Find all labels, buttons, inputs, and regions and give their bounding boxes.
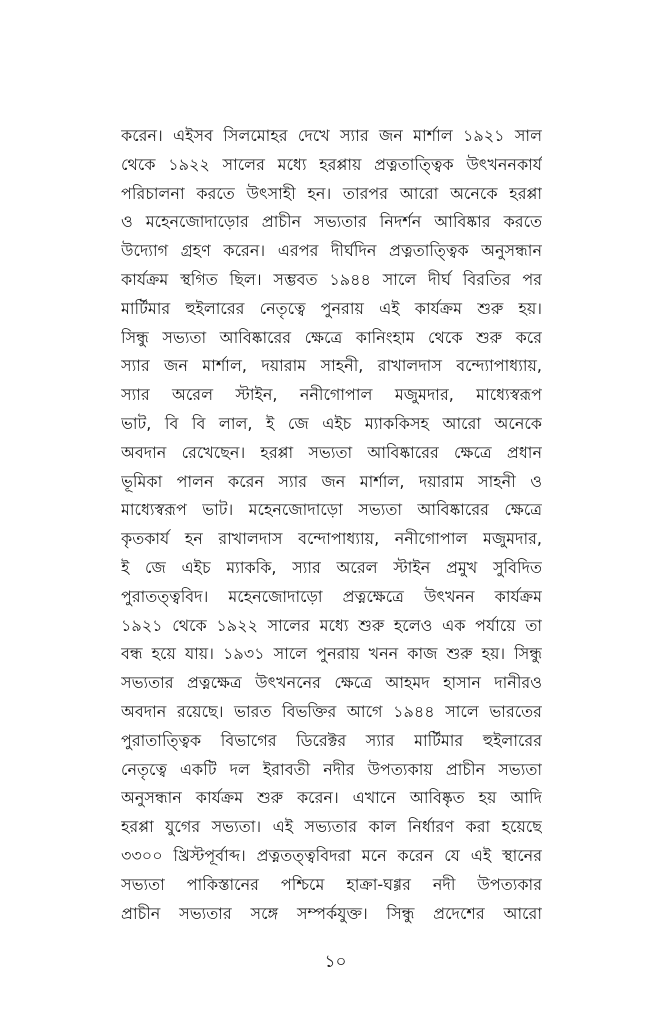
text-line: উদ্যোগ গ্রহণ করেন। এরপর দীর্ঘদিন প্রত্নতাত্ত্বিক অনুসন্ধান — [121, 241, 542, 261]
text-line: ৩৩০০ খ্রিস্টপূর্বাব্দ। প্রত্নতত্ত্ববিদরা মনে করেন যে এই স্থানের — [121, 845, 542, 865]
text-line: নেতৃত্বে একটি দল ইরাবতী নদীর উপত্যকায় প্রাচীন সভ্যতা — [121, 759, 542, 779]
text-line: সিন্ধু সভ্যতা আবিষ্কারের ক্ষেত্রে কানিংহাম থেকে শুরু করে — [121, 327, 542, 347]
text-line: পুরাতাত্ত্বিক বিভাগের ডিরেক্টর স্যার মার্টিমার হুইলারের — [121, 730, 542, 750]
text-line: কার্যক্রম স্থগিত ছিল। সম্ভবত ১৯৪৪ সালে দীর্ঘ বিরতির পর — [121, 269, 542, 289]
text-line: কৃতকার্য হন রাখালদাস বন্দোপাধ্যায়, ননীগোপাল মজুমদার, — [121, 529, 542, 549]
text-line: অবদান রেখেছেন। হরপ্পা সভ্যতা আবিষ্কারের ক্ষেত্রে প্রধান — [121, 442, 542, 462]
text-line: ভূমিকা পালন করেন স্যার জন মার্শাল, দয়ারাম সাহনী ও — [121, 471, 542, 491]
text-line: হরপ্পা যুগের সভ্যতা। এই সভ্যতার কাল নির্ধারণ করা হয়েছে — [121, 817, 542, 837]
text-line: সভ্যতার প্রত্নক্ষেত্র উৎখননের ক্ষেত্রে আহমদ হাসান দানীরও — [121, 673, 542, 693]
text-line: মাধ্যেস্বরূপ ভাট। মহেনজোদাড়ো সভ্যতা আবিষ্কারের ক্ষেত্রে — [121, 500, 542, 520]
text-line: ১৯২১ থেকে ১৯২২ সালের মধ্যে শুরু হলেও এক পর্যায়ে তা — [121, 615, 542, 635]
text-line: স্যার অরেল স্টাইন, ননীগোপাল মজুমদার, মাধ্যেস্বরূপ — [121, 385, 542, 405]
text-line: ভাট, বি বি লাল, ই জে এইচ ম্যাককিসহ আরো অনেকে — [121, 413, 542, 433]
text-line: থেকে ১৯২২ সালের মধ্যে হরপ্পায় প্রত্নতাত্ত্বিক উৎখননকার্য — [121, 154, 542, 174]
text-line: পরিচালনা করতে উৎসাহী হন। তারপর আরো অনেকে হরপ্পা — [121, 183, 542, 203]
text-line: বন্ধ হয়ে যায়। ১৯৩১ সালে পুনরায় খনন কাজ শুরু হয়। সিন্ধু — [121, 644, 542, 664]
text-line: অনুসন্ধান কার্যক্রম শুরু করেন। এখানে আবিষ্কৃত হয় আদি — [121, 788, 542, 808]
text-line: করেন। এইসব সিলমোহর দেখে স্যার জন মার্শাল ১৯২১ সাল — [121, 126, 542, 145]
text-line: অবদান রয়েছে। ভারত বিভক্তির আগে ১৯৪৪ সালে ভারতের — [121, 701, 542, 721]
body-text — [121, 122, 542, 928]
text-line: পুরাতত্ত্ববিদ। মহেনজোদাড়ো প্রত্নক্ষেত্রে উৎখনন কার্যক্রম — [121, 586, 542, 606]
page-number: ১০ — [324, 952, 347, 972]
text-line: ও মহেনজোদাড়োর প্রাচীন সভ্যতার নিদর্শন আবিষ্কার করতে — [121, 212, 542, 232]
text-line: সভ্যতা পাকিস্তানের পশ্চিমে হাক্রা-ঘগ্গর নদী উপত্যকার — [121, 874, 542, 894]
text-line: মার্টিমার হুইলারের নেতৃত্বে পুনরায় এই কার্যক্রম শুরু হয়। — [121, 298, 542, 318]
text-line: প্রাচীন সভ্যতার সঙ্গে সম্পর্কযুক্ত। সিন্ধু প্রদেশের আরো — [121, 903, 542, 923]
text-line: স্যার জন মার্শাল, দয়ারাম সাহনী, রাখালদাস বন্দ্যোপাধ্যায়, — [121, 356, 542, 376]
text-line: ই জে এইচ ম্যাককি, স্যার অরেল স্টাইন প্রমুখ সুবিদিত — [121, 557, 542, 577]
